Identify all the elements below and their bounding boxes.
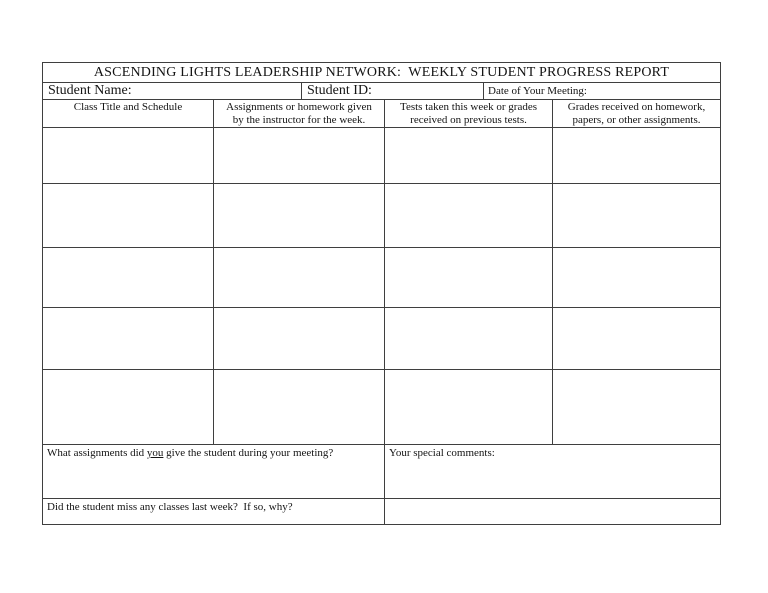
data-cell[interactable] [213, 370, 384, 444]
form-title: ASCENDING LIGHTS LEADERSHIP NETWORK: WEEKLY STUDENT PROGRESS REPORT [93, 64, 670, 80]
assignments-question-underlined-word: you [146, 447, 164, 459]
special-comments-label: Your special comments: [389, 447, 495, 459]
data-cell[interactable] [43, 248, 213, 307]
header-line: Tests taken this week or grades [400, 101, 537, 113]
meeting-date-cell[interactable] [483, 83, 720, 99]
data-cell[interactable] [384, 184, 552, 247]
data-cell[interactable] [43, 370, 213, 444]
student-name-label: Student Name: [48, 83, 132, 98]
data-cell[interactable] [552, 128, 720, 183]
data-cell[interactable] [384, 128, 552, 183]
missed-classes-question: Did the student miss any classes last week? If so, why? [47, 501, 293, 513]
data-cell[interactable] [213, 248, 384, 307]
header-line: received on previous tests. [410, 114, 527, 126]
data-row [43, 127, 720, 183]
data-cell[interactable] [213, 308, 384, 369]
data-cell[interactable] [384, 248, 552, 307]
meeting-date-label: Date of Your Meeting: [488, 85, 587, 97]
data-row [43, 183, 720, 247]
column-header-class-title [43, 100, 213, 127]
assignments-question-suffix: give the student during your meeting? [163, 447, 334, 459]
data-row [43, 307, 720, 369]
meeting-row [43, 444, 720, 498]
column-header-assignments [213, 100, 384, 127]
data-cell[interactable] [43, 128, 213, 183]
data-cell[interactable] [213, 184, 384, 247]
header-line: Class Title and Schedule [73, 101, 183, 113]
data-cell[interactable] [384, 370, 552, 444]
assignments-question-cell[interactable] [43, 445, 384, 498]
missed-classes-answer-cell[interactable] [384, 499, 720, 524]
missed-classes-question-cell[interactable] [43, 499, 384, 524]
column-header-tests [384, 100, 552, 127]
data-cell[interactable] [43, 184, 213, 247]
data-cell[interactable] [552, 184, 720, 247]
data-row [43, 369, 720, 444]
data-cell[interactable] [213, 128, 384, 183]
column-header-grades [552, 100, 720, 127]
weekly-progress-report-form [42, 62, 721, 525]
assignments-question-prefix: What assignments did [47, 447, 147, 459]
header-line: papers, or other assignments. [572, 114, 701, 126]
header-line: by the instructor for the week. [232, 114, 366, 126]
data-cell[interactable] [552, 248, 720, 307]
student-id-cell[interactable] [301, 83, 483, 99]
title-row [43, 63, 720, 82]
data-cell[interactable] [384, 308, 552, 369]
student-name-cell[interactable] [43, 83, 301, 99]
header-line: Assignments or homework given [226, 101, 372, 113]
student-info-row [43, 82, 720, 99]
column-header-row [43, 99, 720, 127]
missed-classes-row [43, 498, 720, 524]
data-cell[interactable] [43, 308, 213, 369]
data-row [43, 247, 720, 307]
special-comments-cell[interactable] [384, 445, 720, 498]
data-cell[interactable] [552, 308, 720, 369]
data-cell[interactable] [552, 370, 720, 444]
header-line: Grades received on homework, [567, 101, 706, 113]
student-id-label: Student ID: [307, 83, 372, 98]
